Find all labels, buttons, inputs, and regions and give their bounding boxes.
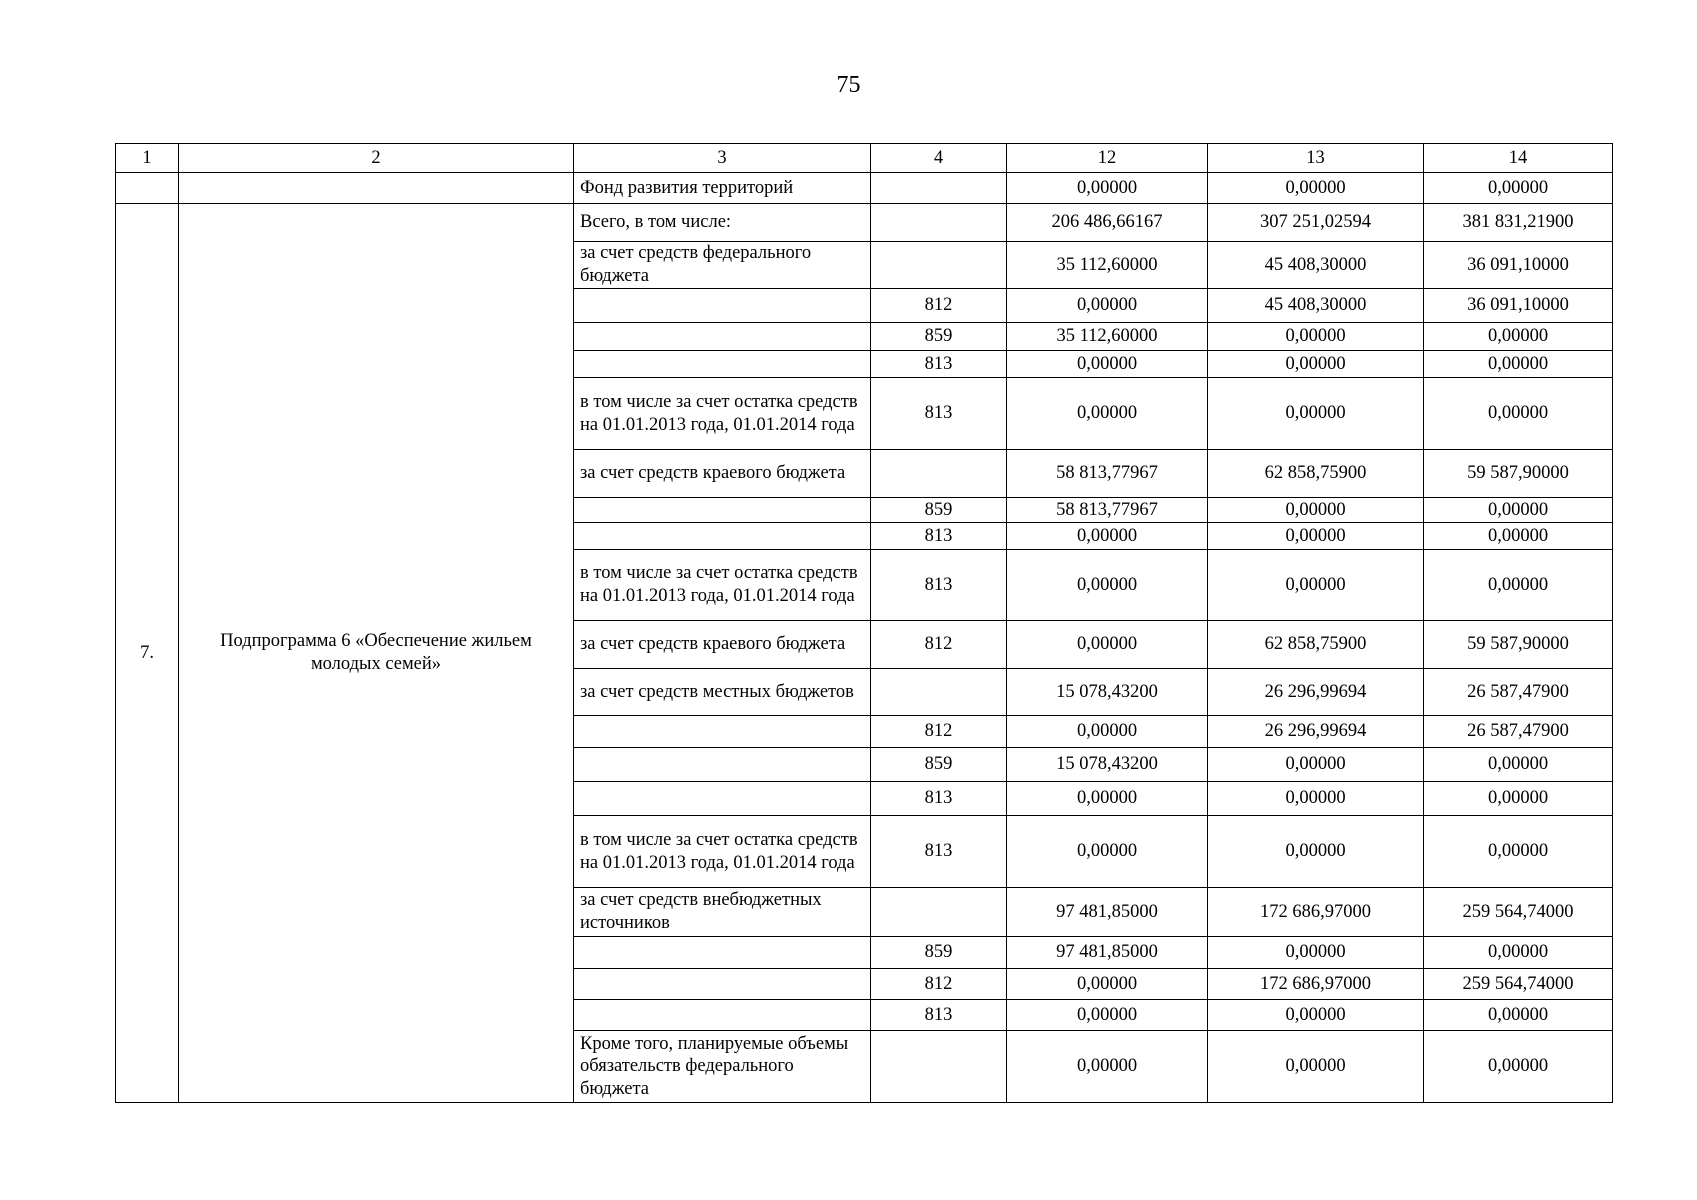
row-label	[574, 716, 871, 748]
value-col-13: 0,00000	[1208, 378, 1424, 450]
value-col-12: 0,00000	[1007, 816, 1208, 888]
row-code: 813	[871, 523, 1007, 550]
value-col-14: 0,00000	[1424, 351, 1613, 378]
row-label: за счет средств местных бюджетов	[574, 669, 871, 716]
value-col-12: 0,00000	[1007, 969, 1208, 1000]
fund-row-empty	[179, 173, 574, 204]
value-col-13: 0,00000	[1208, 937, 1424, 969]
row-code: 813	[871, 816, 1007, 888]
row-label: Кроме того, планируемые объемы обязательств федерального бюджета	[574, 1031, 871, 1103]
value-col-13: 0,00000	[1208, 323, 1424, 351]
budget-table	[115, 143, 1613, 1103]
fund-row	[116, 173, 1613, 204]
value-col-12: 15 078,43200	[1007, 669, 1208, 716]
value-col-12: 206 486,66167	[1007, 204, 1208, 242]
value-col-12: 0,00000	[1007, 1031, 1208, 1103]
row-label: за счет средств краевого бюджета	[574, 450, 871, 498]
value-col-14: 0,00000	[1424, 782, 1613, 816]
value-col-14: 0,00000	[1424, 748, 1613, 782]
value-col-14: 26 587,47900	[1424, 669, 1613, 716]
row-label	[574, 1000, 871, 1031]
row-label: за счет средств внебюджетных источников	[574, 888, 871, 937]
row-label	[574, 969, 871, 1000]
value-col-13: 45 408,30000	[1208, 242, 1424, 289]
value-col-12: 58 813,77967	[1007, 450, 1208, 498]
header-cell: 14	[1424, 144, 1613, 173]
row-label: за счет средств краевого бюджета	[574, 621, 871, 669]
value-col-13: 0,00000	[1208, 1000, 1424, 1031]
value-col-13: 62 858,75900	[1208, 450, 1424, 498]
value-col-14: 0,00000	[1424, 523, 1613, 550]
fund-row-empty	[116, 173, 179, 204]
row-code: 813	[871, 550, 1007, 621]
table-row	[116, 204, 1613, 242]
value-col-13: 0,00000	[1208, 1031, 1424, 1103]
item-number: 7.	[116, 204, 179, 1103]
value-col-13: 172 686,97000	[1208, 888, 1424, 937]
value-col-13: 0,00000	[1208, 498, 1424, 523]
value-col-13: 0,00000	[1208, 748, 1424, 782]
value-col-14: 0,00000	[1424, 1031, 1613, 1103]
row-label	[574, 782, 871, 816]
row-label: в том числе за счет остатка средств на 01.01.2013 года, 01.01.2014 года	[574, 550, 871, 621]
row-code	[871, 888, 1007, 937]
value-col-13: 172 686,97000	[1208, 969, 1424, 1000]
header-cell: 3	[574, 144, 871, 173]
value-col-12: 0,00000	[1007, 173, 1208, 204]
row-code: 812	[871, 621, 1007, 669]
row-code: 859	[871, 937, 1007, 969]
row-label: за счет средств федерального бюджета	[574, 242, 871, 289]
value-col-12: 0,00000	[1007, 289, 1208, 323]
row-code: 859	[871, 498, 1007, 523]
value-col-12: 35 112,60000	[1007, 323, 1208, 351]
header-cell: 12	[1007, 144, 1208, 173]
value-col-14: 26 587,47900	[1424, 716, 1613, 748]
value-col-12: 0,00000	[1007, 782, 1208, 816]
value-col-12: 0,00000	[1007, 378, 1208, 450]
value-col-14: 0,00000	[1424, 937, 1613, 969]
value-col-13: 26 296,99694	[1208, 716, 1424, 748]
value-col-13: 0,00000	[1208, 816, 1424, 888]
row-code: 859	[871, 748, 1007, 782]
header-cell: 1	[116, 144, 179, 173]
row-label: Всего, в том числе:	[574, 204, 871, 242]
value-col-13: 62 858,75900	[1208, 621, 1424, 669]
value-col-12: 58 813,77967	[1007, 498, 1208, 523]
value-col-12: 15 078,43200	[1007, 748, 1208, 782]
row-code	[871, 669, 1007, 716]
value-col-14: 259 564,74000	[1424, 969, 1613, 1000]
value-col-14: 36 091,10000	[1424, 242, 1613, 289]
row-label	[574, 748, 871, 782]
value-col-12: 0,00000	[1007, 523, 1208, 550]
row-code: 813	[871, 378, 1007, 450]
value-col-13: 0,00000	[1208, 173, 1424, 204]
value-col-14: 0,00000	[1424, 498, 1613, 523]
header-cell: 4	[871, 144, 1007, 173]
value-col-14: 0,00000	[1424, 816, 1613, 888]
value-col-12: 35 112,60000	[1007, 242, 1208, 289]
row-code: 812	[871, 716, 1007, 748]
header-cell: 2	[179, 144, 574, 173]
value-col-12: 97 481,85000	[1007, 937, 1208, 969]
value-col-14: 59 587,90000	[1424, 450, 1613, 498]
value-col-14: 59 587,90000	[1424, 621, 1613, 669]
header-row	[116, 144, 1613, 173]
row-label	[574, 523, 871, 550]
row-code	[871, 242, 1007, 289]
value-col-14: 36 091,10000	[1424, 289, 1613, 323]
value-col-13: 26 296,99694	[1208, 669, 1424, 716]
row-code: 859	[871, 323, 1007, 351]
row-code	[871, 1031, 1007, 1103]
row-label	[574, 498, 871, 523]
value-col-13: 0,00000	[1208, 550, 1424, 621]
value-col-12: 0,00000	[1007, 1000, 1208, 1031]
value-col-14: 0,00000	[1424, 173, 1613, 204]
value-col-14: 0,00000	[1424, 550, 1613, 621]
value-col-14: 0,00000	[1424, 323, 1613, 351]
value-col-13: 0,00000	[1208, 782, 1424, 816]
value-col-14: 0,00000	[1424, 378, 1613, 450]
header-cell: 13	[1208, 144, 1424, 173]
row-label	[574, 289, 871, 323]
value-col-12: 0,00000	[1007, 621, 1208, 669]
row-code: 812	[871, 289, 1007, 323]
row-code	[871, 204, 1007, 242]
row-label: в том числе за счет остатка средств на 01.01.2013 года, 01.01.2014 года	[574, 378, 871, 450]
value-col-14: 381 831,21900	[1424, 204, 1613, 242]
value-col-12: 0,00000	[1007, 550, 1208, 621]
row-label	[574, 937, 871, 969]
row-code	[871, 173, 1007, 204]
row-code: 813	[871, 782, 1007, 816]
row-code: 813	[871, 351, 1007, 378]
value-col-14: 0,00000	[1424, 1000, 1613, 1031]
value-col-14: 259 564,74000	[1424, 888, 1613, 937]
row-code	[871, 450, 1007, 498]
row-label	[574, 351, 871, 378]
value-col-13: 0,00000	[1208, 523, 1424, 550]
value-col-13: 0,00000	[1208, 351, 1424, 378]
value-col-12: 0,00000	[1007, 351, 1208, 378]
page-number: 75	[836, 72, 861, 98]
row-label: в том числе за счет остатка средств на 01.01.2013 года, 01.01.2014 года	[574, 816, 871, 888]
row-code: 812	[871, 969, 1007, 1000]
row-code: 813	[871, 1000, 1007, 1031]
row-label: Фонд развития территорий	[574, 173, 871, 204]
value-col-12: 97 481,85000	[1007, 888, 1208, 937]
value-col-12: 0,00000	[1007, 716, 1208, 748]
subprogram-name: Подпрограмма 6 «Обеспечение жильем молодых семей»	[179, 204, 574, 1103]
value-col-13: 45 408,30000	[1208, 289, 1424, 323]
value-col-13: 307 251,02594	[1208, 204, 1424, 242]
row-label	[574, 323, 871, 351]
